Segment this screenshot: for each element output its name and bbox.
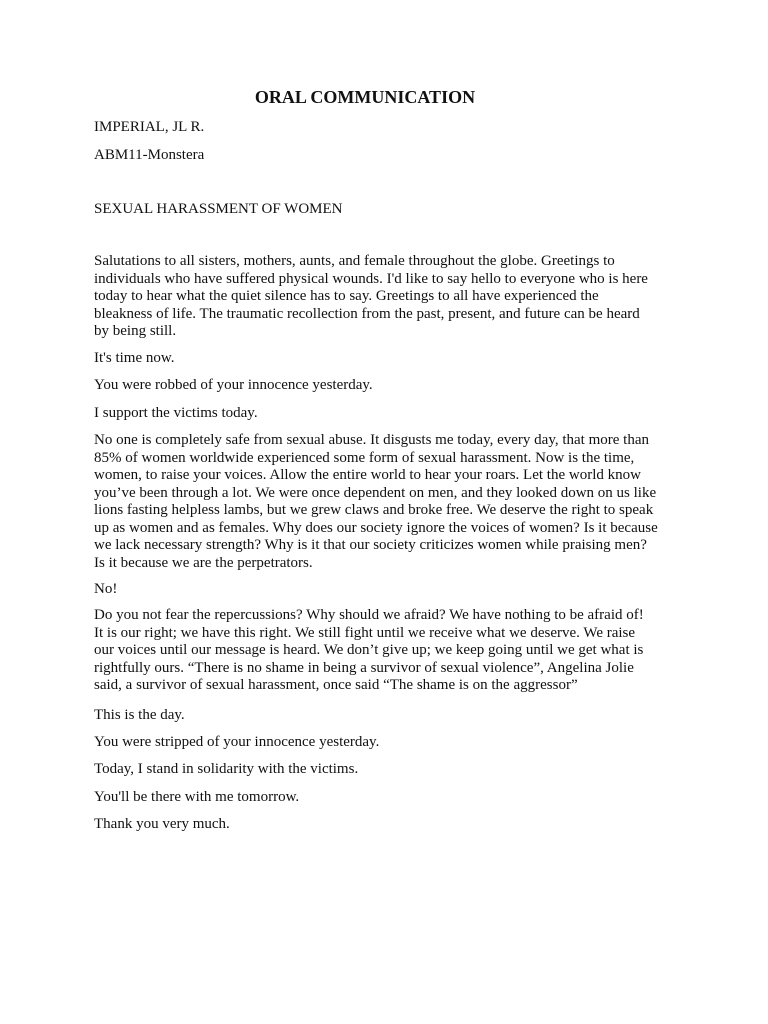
sentence-solidarity: Today, I stand in solidarity with the victims. [94,761,359,777]
paragraph-line: It is our right; we have this right. We still fight until we receive what we deserve. We raise [94,624,636,641]
paragraph-line: bleakness of life. The traumatic recollection from the past, present, and future can be heard [94,305,640,322]
paragraph-abuse [94,432,684,572]
paragraph-line: rightfully ours. “There is no shame in being a survivor of sexual violence”, Angelina Jolie [94,659,634,676]
speech-topic: SEXUAL HARASSMENT OF WOMEN [94,201,343,217]
paragraph-line: Do you not fear the repercussions? Why should we afraid? We have nothing to be afraid of! [94,607,644,623]
paragraph-line: No one is completely safe from sexual abuse. It disgusts me today, every day, that more than [94,432,649,448]
paragraph-line: Salutations to all sisters, mothers, aunts, and female throughout the globe. Greetings to [94,253,615,269]
paragraph-line: you’ve been through a lot. We were once dependent on men, and they looked down on us like [94,484,657,501]
paragraph-line: Is it because we are the perpetrators. [94,554,313,571]
section-name: ABM11-Monstera [94,147,205,163]
paragraph-line: lions fasting helpless lambs, but we grew claws and broke free. We deserve the right to speak [94,502,654,518]
paragraph-line: our voices until our message is heard. We don’t give up; we keep going until we get what is [94,642,644,658]
paragraph-line: said, a survivor of sexual harassment, once said “The shame is on the aggressor” [94,677,578,693]
paragraph-intro [94,253,684,341]
sentence-support: I support the victims today. [94,405,258,421]
sentence-no: No! [94,581,118,597]
sentence-day: This is the day. [94,707,185,723]
paragraph-line: today to hear what the quiet silence has to say. Greetings to all have experienced the [94,288,599,304]
author-name: IMPERIAL, JL R. [94,119,205,135]
sentence-time-now: It's time now. [94,350,175,366]
sentence-robbed: You were robbed of your innocence yesterday. [94,377,373,393]
paragraph-line: by being still. [94,323,177,339]
paragraph-line: 85% of women worldwide experienced some form of sexual harassment. Now is the time, [94,449,635,466]
paragraph-line: we lack necessary strength? Why is it that our society criticizes women while praising men? [94,537,647,553]
paragraph-repercussions [94,607,684,695]
paragraph-line: up as women and as females. Why does our society ignore the voices of women? Is it because [94,519,658,536]
paragraph-line: individuals who have suffered physical wounds. I'd like to say hello to everyone who is here [94,270,648,287]
sentence-thanks: Thank you very much. [94,816,230,832]
document-title: ORAL COMMUNICATION [254,87,476,107]
paragraph-line: women, to raise your voices. Allow the entire world to hear your roars. Let the world know [94,467,641,483]
sentence-stripped: You were stripped of your innocence yesterday. [94,734,380,750]
sentence-tomorrow: You'll be there with me tomorrow. [94,789,300,805]
